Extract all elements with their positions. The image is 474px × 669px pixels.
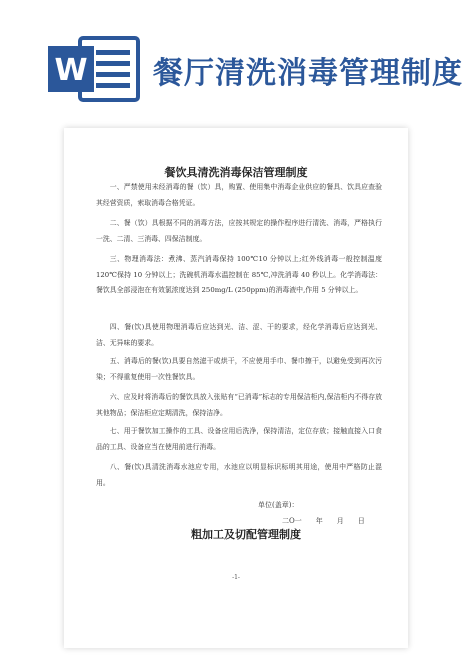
page-title: 餐厅清洗消毒管理制度 (153, 56, 463, 91)
word-doc-icon (46, 36, 142, 102)
paragraph-4: 四、餐(饮)具使用物理消毒后应达到光、洁、涩、干的要求，经化学消毒后应达到光、洁、无异味的要求。 (96, 323, 382, 347)
paragraph-1: 一、严禁使用未经消毒的餐（饮）具，购置、使用集中消毒企业供应的餐具、饮具应查验其经营资质，索取消毒合格凭证。 (96, 183, 382, 207)
paragraph-3: 三、物理消毒法：煮沸、蒸汽消毒保持 100℃10 分钟以上;红外线消毒一般控制温度 120℃保持 10 分钟以上；洗碗机消毒水温控制在 85℃,冲洗消毒 40 秒以上。化学消毒法：餐饮具全部浸泡在有效氯浓度达到 250mg/L (250ppm)的消毒液中,作用 5 分钟以上。 (96, 255, 382, 294)
document-page (64, 128, 408, 648)
header-banner (0, 0, 474, 128)
document-title: 餐饮具清洗消毒保洁管理制度 (164, 166, 308, 179)
next-section-title: 粗加工及切配管理制度 (191, 528, 301, 541)
paragraph-8: 八、餐(饮)具清洗消毒水池应专用，水池应以明显标识标明其用途，使用中严格防止混用。 (96, 463, 382, 487)
paragraph-5: 五、消毒后的餐(饮)具要自然滤干或烘干，不应使用手巾、餐巾擦干，以避免受到再次污染；不得重复使用一次性餐饮具。 (96, 357, 382, 381)
paragraph-2: 二、餐（饮）具根据不同的消毒方法，应按其规定的操作程序进行清洗、消毒，严格执行一洗、二清、三消毒、四保洁制度。 (96, 219, 382, 243)
paragraph-7: 七、用于餐饮加工操作的工具、设备应用后洗净，保持清洁，定位存放；接触直接入口食品的工具、设备应当在使用前进行消毒。 (96, 427, 382, 451)
word-letter: W (54, 53, 88, 88)
page-number: -1- (232, 574, 240, 581)
unit-seal-label: 单位(盖章)： (258, 501, 299, 509)
paragraph-6: 六、应及时将消毒后的餐饮具放入张贴有“已消毒”标志的专用保洁柜内,保洁柜内不得存放其他物品；保洁柜应定期清洗，保持洁净。 (96, 393, 382, 417)
date-line: 二O一 年 月 日 (282, 517, 365, 525)
